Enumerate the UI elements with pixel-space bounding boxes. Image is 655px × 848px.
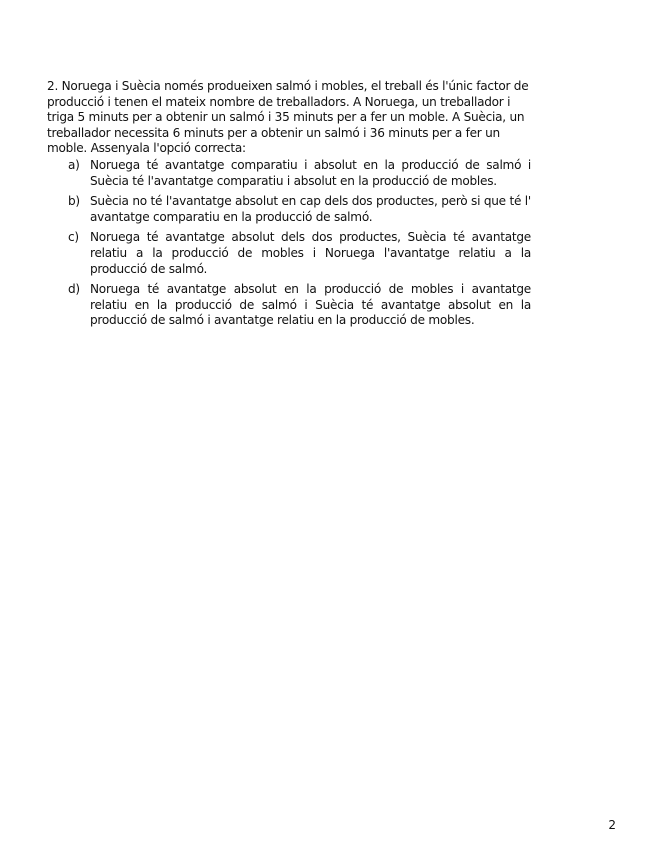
option-text: Noruega té avantatge absolut en la producció de mobles i avantatge relatiu en la producció de salmó i Suècia té avantatge absolut en la producció de salmó i avantatge relatiu en la producció de mobles. — [90, 282, 531, 328]
option-d — [47, 282, 531, 329]
option-letter: b) — [68, 194, 80, 209]
page-number: 2 — [608, 818, 616, 832]
option-letter: a) — [68, 157, 80, 172]
answer-options — [47, 158, 531, 329]
question-stem: 2. Noruega i Suècia només produeixen salmó i mobles, el treball és l'únic factor de producció i tenen el mateix nombre de treballadors. A Noruega, un treballador i triga 5 minuts per a obtenir un salmó i 35 minuts per a fer un moble. A Suècia, un treballador necessita 6 minuts per a obtenir un salmó i 36 minuts per a fer un moble. Assenyala l'opció correcta: — [47, 79, 529, 156]
question-block — [47, 79, 531, 334]
option-a — [47, 158, 531, 189]
option-letter: d) — [68, 282, 80, 297]
option-text: Noruega té avantatge comparatiu i absolut en la producció de salmó i Suècia té l'avantatge comparatiu i absolut en la producció de mobles. — [90, 157, 531, 188]
option-letter: c) — [68, 230, 79, 245]
option-text: Suècia no té l'avantatge absolut en cap dels dos productes, però si que té l' avantatge comparatiu en la producció de salmó. — [90, 194, 531, 224]
option-text: Noruega té avantatge absolut dels dos productes, Suècia té avantatge relatiu a la producció de mobles i Noruega l'avantatge relatiu a la producció de salmó. — [90, 230, 531, 276]
option-c — [47, 230, 531, 277]
option-b — [47, 194, 531, 225]
